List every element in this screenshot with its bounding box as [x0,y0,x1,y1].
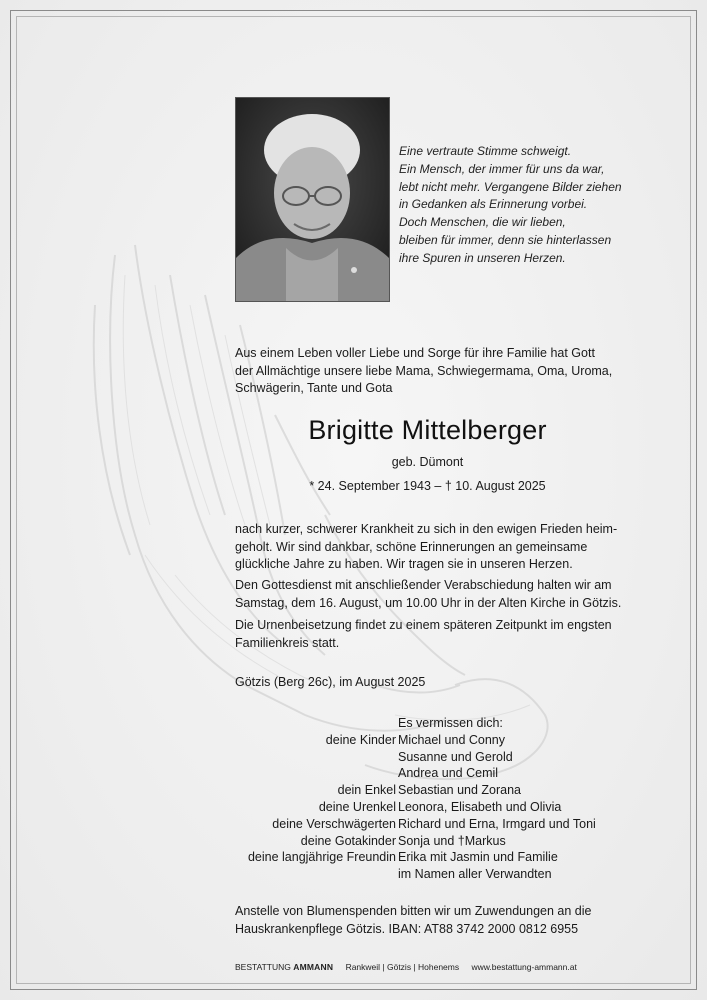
mourner-names: Erika mit Jasmin und Familie [398,850,558,865]
paragraph-line: Familienkreis statt. [235,635,340,650]
mourner-names: Richard und Erna, Irmgard und Toni [398,816,596,831]
mourner-row [235,834,620,851]
poem-line: bleiben für immer, denn sie hinterlassen [399,232,612,247]
intro-text [235,345,620,398]
mourner-role: deine langjährige Freundin [247,850,396,865]
paragraph-line: geholt. Wir sind dankbar, schöne Erinnerungen an gemeinsame [235,539,588,554]
mourner-role: deine Gotakinder [300,833,396,848]
mourner-row [235,850,620,867]
firm-locations: Rankweil | Götzis | Hohenems [345,962,460,972]
mourner-row [235,750,620,767]
mourners-list [235,716,620,884]
paragraph-passing [235,521,620,574]
poem-line: Doch Menschen, die wir lieben, [399,215,566,230]
poem-line: Eine vertraute Stimme schweigt. [399,144,572,158]
firm-name: AMMANN [293,962,334,972]
donation-note [235,903,620,938]
firm-prefix: BESTATTUNG [235,962,291,972]
poem-line: in Gedanken als Erinnerung vorbei. [399,197,588,212]
mourner-role: deine Urenkel [318,799,396,814]
poem [399,143,629,268]
poem-line: lebt nicht mehr. Vergangene Bilder ziehen [399,179,622,194]
mourner-names: Andrea und Cemil [398,766,499,781]
donation-line: Anstelle von Blumenspenden bitten wir um Zuwendungen an die [235,904,592,918]
mourner-role: deine Verschwägerten [272,816,396,831]
intro-line: Schwägerin, Tante und Gota [235,381,393,395]
donation-line: Hauskrankenpflege Götzis. IBAN: AT88 3742 2000 0812 6955 [235,921,579,936]
paragraph-line: Die Urnenbeisetzung findet zu einem späteren Zeitpunkt im engsten [235,618,612,632]
mourner-role: deine Kinder [325,732,396,747]
intro-line: der Allmächtige unsere liebe Mama, Schwiegermama, Oma, Uroma, [235,363,613,378]
mourner-names: Sonja und †Markus [398,833,506,848]
mourner-row [235,800,620,817]
mourner-names: Es vermissen dich: [398,716,503,730]
paragraph-line: Samstag, dem 16. August, um 10.00 Uhr in der Alten Kirche in Götzis. [235,595,622,610]
paragraph-line: nach kurzer, schwerer Krankheit zu sich in den ewigen Frieden heim- [235,522,618,536]
paragraph-service [235,577,620,612]
mourner-row [235,716,620,733]
paragraph-line: glückliche Jahre zu haben. Wir tragen sie in unseren Herzen. [235,557,573,571]
mourner-names: im Namen aller Verwandten [398,867,552,882]
life-dates: * 24. September 1943 – † 10. August 2025 [309,479,546,493]
portrait-photo [235,97,390,302]
firm-website[interactable]: www.bestattung-ammann.at [471,962,577,972]
poem-line: ihre Spuren in unseren Herzen. [399,250,566,265]
place-date: Götzis (Berg 26c), im August 2025 [235,675,426,689]
mourner-names: Michael und Conny [398,732,506,747]
mourner-row [235,766,620,783]
funeral-home-footer [235,962,590,972]
intro-line: Aus einem Leben voller Liebe und Sorge für ihre Familie hat Gott [235,346,595,360]
praying-hands-illustration [75,215,635,798]
deceased-name: Brigitte Mittelberger [308,415,547,445]
mourner-row [235,733,620,750]
mourner-names: Leonora, Elisabeth und Olivia [398,799,562,814]
mourner-names: Susanne und Gerold [398,749,513,764]
mourner-row [235,817,620,834]
mourner-role: dein Enkel [337,783,396,798]
mourner-row [235,867,620,884]
mourner-row [235,783,620,800]
poem-line: Ein Mensch, der immer für uns da war, [399,161,605,176]
paragraph-line: Den Gottesdienst mit anschließender Verabschiedung halten wir am [235,578,612,592]
birth-name: geb. Dümont [391,455,464,469]
paragraph-burial [235,617,620,652]
mourner-names: Sebastian und Zorana [398,783,522,798]
